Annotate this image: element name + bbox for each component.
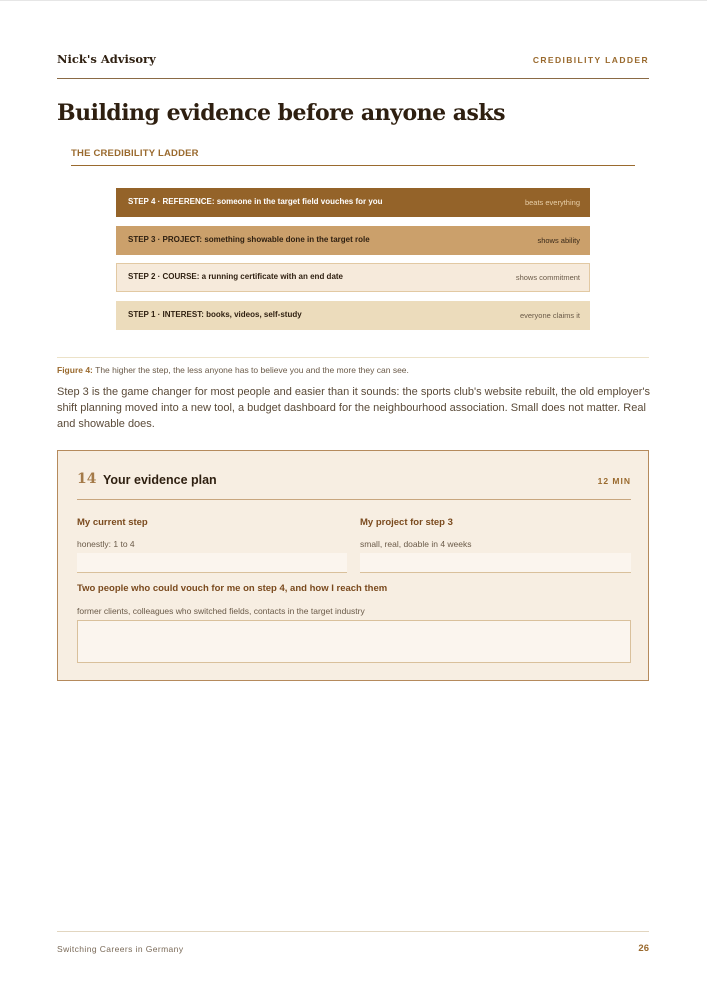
step-label: STEP 3 · PROJECT: something showable done in the target role <box>128 234 370 244</box>
step-note: everyone claims it <box>519 310 580 320</box>
section-tag: CREDIBILITY LADDER <box>532 55 649 65</box>
body-paragraph: Step 3 is the game changer for most people and easier than it sounds: the sports club's website rebuilt, the old employer's shift planning moved into a new tool, a budget dashboard for the neighbourhood association. Small does not matter. Real and showable does. <box>57 386 651 430</box>
step-label: STEP 2 · COURSE: a running certificate with an end date <box>128 272 343 281</box>
page-footer <box>57 931 649 962</box>
page-header <box>57 52 649 79</box>
vouchers-field[interactable] <box>77 620 631 663</box>
step-label: STEP 1 · INTEREST: books, videos, self-study <box>128 309 302 319</box>
ladder-step-3 <box>116 226 590 255</box>
exercise-duration: 12 MIN <box>597 476 631 486</box>
ladder-step-2 <box>116 263 590 292</box>
current-step-hint: honestly: 1 to 4 <box>77 539 135 549</box>
brand-name: Nick's Advisory <box>57 52 156 66</box>
vouchers-hint: former clients, colleagues who switched fields, contacts in the target industry <box>77 606 365 616</box>
exercise-header <box>77 451 631 500</box>
step-note: shows ability <box>537 235 580 245</box>
exercise-title: Your evidence plan <box>103 473 217 487</box>
step-note: beats everything <box>524 198 580 207</box>
figure-caption <box>57 357 649 375</box>
figure-heading: THE CREDIBILITY LADDER <box>71 148 635 166</box>
ladder-step-1 <box>116 301 590 330</box>
step-note: shows commitment <box>515 273 580 282</box>
credibility-ladder <box>116 188 590 338</box>
top-rule <box>0 0 707 1</box>
project-hint: small, real, doable in 4 weeks <box>360 539 472 549</box>
project-label: My project for step 3 <box>360 517 453 528</box>
current-step-label: My current step <box>77 517 148 528</box>
caption-label: Figure 4: <box>57 365 93 375</box>
page-number: 26 <box>638 943 649 954</box>
page-title: Building evidence before anyone asks <box>57 100 506 126</box>
caption-text: The higher the step, the less anyone has to believe you and the more they can see. <box>95 365 409 375</box>
footer-book-title: Switching Careers in Germany <box>57 944 184 954</box>
step-label: STEP 4 · REFERENCE: someone in the target field vouches for you <box>128 197 383 206</box>
exercise-card <box>57 450 649 681</box>
vouchers-label: Two people who could vouch for me on step 4, and how I reach them <box>77 583 388 594</box>
current-step-field[interactable] <box>77 553 347 573</box>
exercise-number: 14 <box>77 471 97 487</box>
project-field[interactable] <box>360 553 631 573</box>
ladder-step-4 <box>116 188 590 217</box>
